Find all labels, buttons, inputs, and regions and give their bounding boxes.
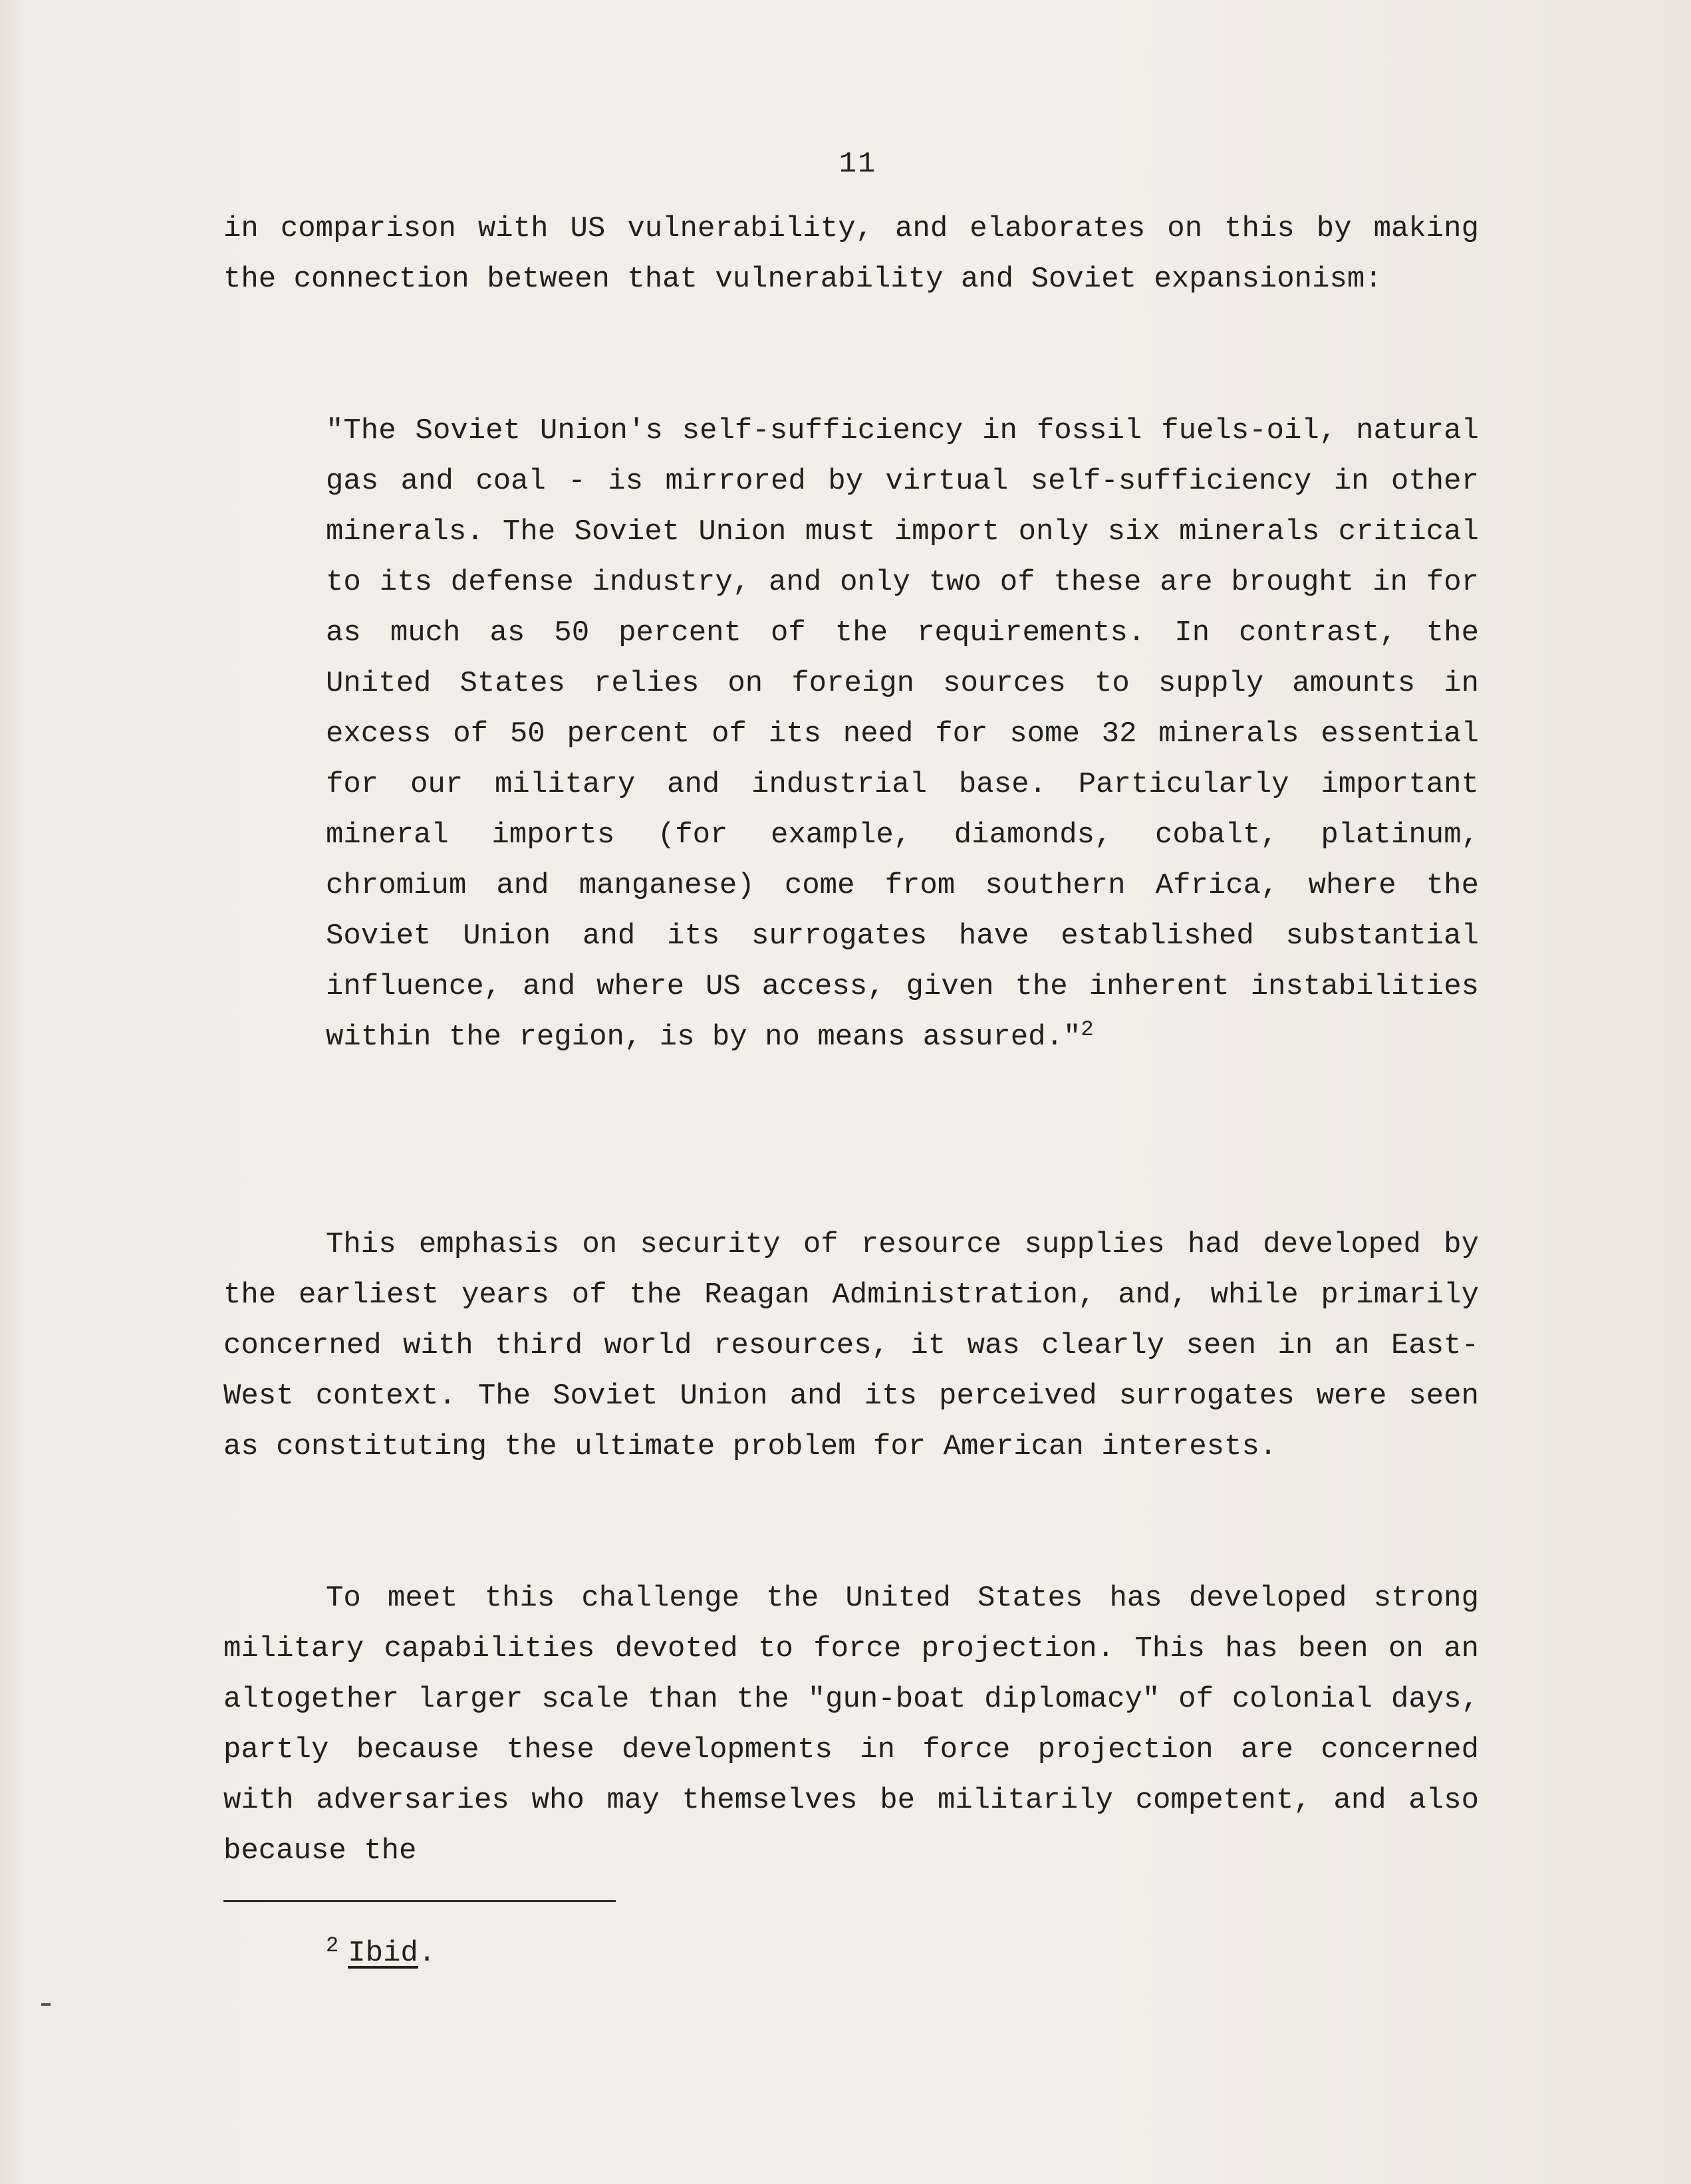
paragraph-2: This emphasis on security of resource supplies had developed by the earliest years of the Reagan Administration, and, while primarily concerned with third world resources, it was clearly seen in an East-West context. The Soviet Union and its perceived surrogates were seen as constituting the ultimate problem for American interests.: [223, 1228, 1479, 1463]
footnote-period: .: [418, 1937, 436, 1970]
footnote-separator: [223, 1900, 616, 1902]
footnote-mark: 2: [326, 1933, 339, 1958]
footnote: [326, 1928, 436, 1979]
scan-edge-mark: [41, 2003, 51, 2006]
block-quote-text: "The Soviet Union's self-sufficiency in fossil fuels-oil, natural gas and coal - is mirrored by virtual self-sufficiency in other minerals. The Soviet Union must import only six minerals critical to its defense industry, and only two of these are brought in for as much as 50 percent of the requirements. In contrast, the United States relies on foreign sources to supply amounts in excess of 50 percent of its need for some 32 minerals essential for our military and industrial base. Particularly important mineral imports (for example, diamonds, cobalt, platinum, chromium and manganese) come from southern Africa, where the Soviet Union and its surrogates have established substantial influence, and where US access, given the inherent instabilities within the region, is by no means assured.": [326, 414, 1479, 1054]
paragraph-3: To meet this challenge the United States has developed strong military capabilities devoted to force projection. This has been on an altogether larger scale than the "gun-boat diplomacy" of colonial days, partly because these developments in force projection are concerned with adversaries who may themselves be militarily competent, and also because the: [223, 1582, 1479, 1868]
page-number: 11: [839, 148, 877, 181]
footnote-text: Ibid: [348, 1937, 418, 1970]
quote-footnote-reference: 2: [1081, 1017, 1094, 1042]
block-quote: [326, 406, 1479, 1062]
paragraph-1: in comparison with US vulnerability, and elaborates on this by making the connection between that vulnerability and Soviet expansionism:: [223, 212, 1479, 296]
